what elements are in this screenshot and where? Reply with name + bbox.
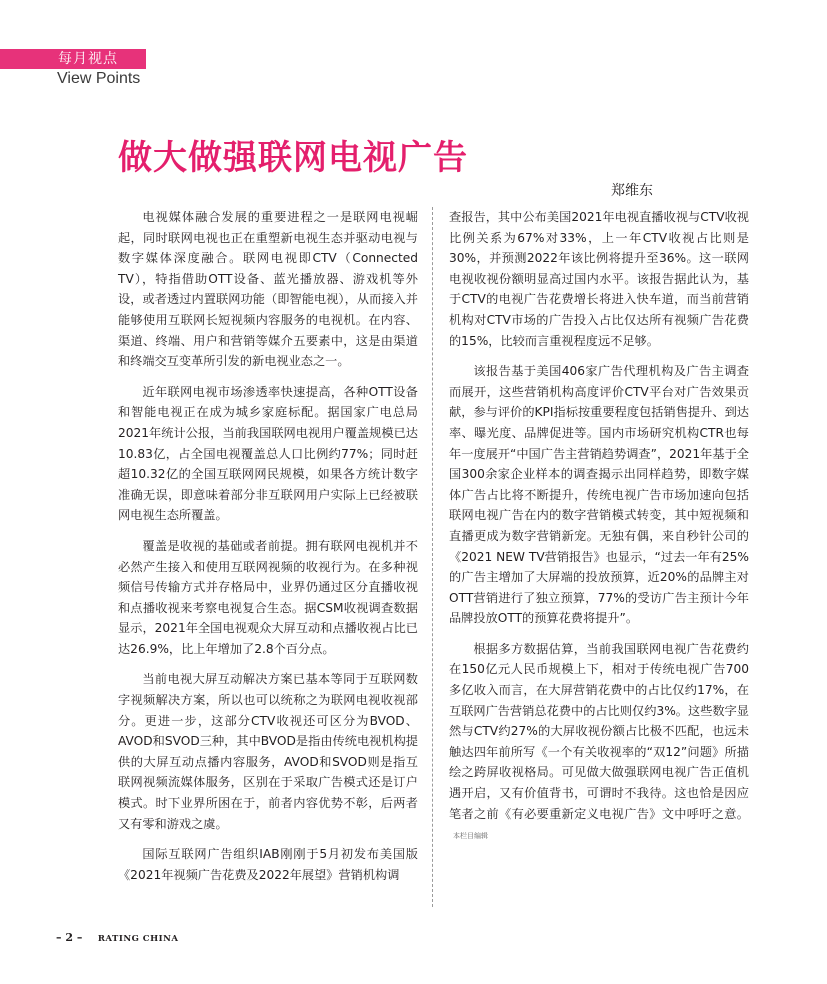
paragraph: 当前电视大屏互动解决方案已基本等同于互联网数字视频解决方案，所以也可以统称之为联网电视收视部分。更进一步，这部分CTV收视还可区分为BVOD、AVOD和SVOD三种，其中BVOD是指由传统电视机构提供的大屏互动点播内容服务，AVOD和SVOD则是指互联网视频流媒体服务，区别在于采取广告模式还是订户模式。时下业界所困在于，前者内容优势不彰，后两者又有零和游戏之虞。 xyxy=(118,672,418,831)
magazine-brand: RATING CHINA xyxy=(97,934,179,944)
end-mark: 本栏目编辑 xyxy=(453,832,488,841)
left-column xyxy=(118,207,418,895)
paragraph: 近年联网电视市场渗透率快速提高，各种OTT设备和智能电视正在成为城乡家庭标配。据国家广电总局2021年统计公报，当前我国联网电视用户覆盖规模已达10.83亿，占全国电视覆盖总人口比例约77%；同时赶超10.32亿的全国互联网网民规模，如果各方统计数字准确无误，即意味着部分非互联网用户实际上已经被联网电视生态所覆盖。 xyxy=(118,384,418,523)
paragraph-continued: 查报告，其中公布美国2021年电视直播收视与CTV收视比例关系为67%对33%，上一年CTV收视占比则是30%，并预测2022年该比例将提升至36%。这一联网电视收视份额明显高过国内水平。该报告据此认为，基于CTV的电视广告花费增长将进入快车道，而当前营销机构对CTV市场的广告投入占比仅达所有视频广告花费的15%，比较而言重视程度远不足够。 xyxy=(449,210,749,348)
page-footer xyxy=(56,931,178,944)
article-title: 做大做强联网电视广告 xyxy=(118,138,468,178)
paragraph: 覆盖是收视的基础或者前提。拥有联网电视机并不必然产生接入和使用互联网视频的收视行为。在多种视频信号传输方式并存格局中，业界仍通过区分直播收视和点播收视来考察电视复合生态。据CSM收视调查数据显示，2021年全国电视观众大屏互动和点播收视占比已达26.9%，比上年增加了2.8个百分点。 xyxy=(118,538,418,656)
section-tag: 每月视点 xyxy=(0,49,146,69)
section-english-label: View Points xyxy=(57,70,141,87)
paragraph-last xyxy=(449,639,749,847)
paragraph: 电视媒体融合发展的重要进程之一是联网电视崛起，同时联网电视也正在重塑新电视生态并驱动电视与数字媒体深度融合。联网电视即CTV（Connected TV），特指借助OTT设备、蓝光播放器、游戏机等外设，或者透过内置联网功能（即智能电视），从而接入并能够使用互联网长短视频内容服务的电视机。在内容、渠道、终端、用户和营销等媒介五要素中，这是由渠道和终端交互变革所引发的新电视业态之一。 xyxy=(118,210,418,369)
page-number: – 2 – xyxy=(56,931,83,944)
paragraph: 国际互联网广告组织IAB刚刚于5月初发布美国版《2021年视频广告花费及2022年展望》营销机构调 xyxy=(118,847,418,882)
column-divider xyxy=(432,207,433,907)
article-author: 郑维东 xyxy=(611,183,653,199)
right-column xyxy=(449,207,749,857)
paragraph-text: 根据多方数据估算，当前我国联网电视广告花费约在150亿元人民币规模上下，相对于传统电视广告700多亿收入而言，在大屏营销花费中的占比仅约17%，在互联网广告营销总花费中的占比则仅约3%。这些数字显然与CTV约27%的大屏收视份额占比极不匹配，也远未触达四年前所写《一个有关收视率的“双12”问题》所描绘之跨屏收视格局。可见做大做强联网电视广告正值机遇开启，又有价值背书，可谓时不我待。这也恰是因应笔者之前《有必要重新定义电视广告》文中呼吁之意。 xyxy=(449,641,749,821)
paragraph: 该报告基于美国406家广告代理机构及广告主调查而展开，这些营销机构高度评价CTV平台对广告效果贡献，参与评价的KPI指标按重要程度包括销售提升、到达率、曝光度、品牌促进等。国内市场研究机构CTR也每年一度展开“中国广告主营销趋势调查”，2021年基于全国300余家企业样本的调查揭示出同样趋势，即数字媒体广告占比将不断提升，传统电视广告市场加速向包括联网电视广告在内的数字营销模式转变，其中短视频和直播更成为数字营销新宠。无独有偶，来自秒针公司的《2021 NEW TV营销报告》也显示，“过去一年有25%的广告主增加了大屏端的投放预算，近20%的品牌主对OTT营销进行了独立预算，77%的受访广告主预计今年品牌投放OTT的预算花费将提升”。 xyxy=(449,364,749,626)
